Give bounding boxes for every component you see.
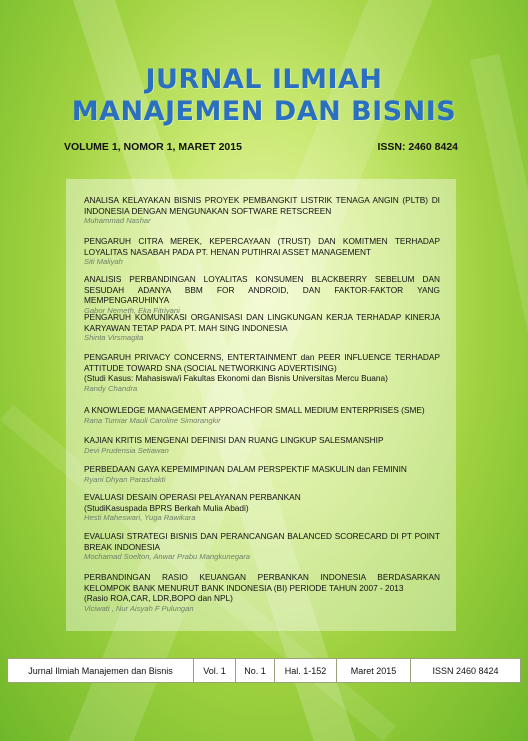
article-entry — [84, 195, 440, 226]
footer-info-bar — [7, 658, 521, 683]
article-title: ANALISIS PERBANDINGAN LOYALITAS KONSUMEN BLACKBERRY SEBELUM DAN SESUDAH ADANYA BBM FOR ANDROID, DAN FAKTOR-FAKTOR YANG MEMPENGARUHINYA — [84, 274, 440, 305]
article-author: Randy Chandra — [84, 383, 138, 393]
article-entry — [84, 464, 440, 484]
volume-info: VOLUME 1, NOMOR 1, MARET 2015 — [64, 141, 242, 153]
article-author: Muhammad Nashar — [84, 216, 151, 225]
article-title: EVALUASI STRATEGI BISNIS DAN PERANCANGAN BALANCED SCORECARD DI PT POINT BREAK INDONESIA — [84, 531, 440, 552]
article-entry — [84, 236, 440, 267]
article-note: (StudiKasuspada BPRS Berkah Mulia Abadi) — [84, 502, 249, 513]
footer-issn: ISSN 2460 8424 — [432, 665, 499, 676]
article-entry — [84, 274, 440, 315]
article-author: Mochamad Soelton, Anwar Prabu Mangkunegara — [84, 552, 251, 561]
article-note: (Studi Kasus: Mahasiswa/i Fakultas Ekonomi dan Bisnis Universitas Mercu Buana) — [84, 373, 388, 383]
footer-volume: Vol. 1 — [194, 659, 236, 682]
article-author: Siti Maliyah — [84, 257, 123, 266]
article-title: ANALISA KELAYAKAN BISNIS PROYEK PEMBANGKIT LISTRIK TENAGA ANGIN (PLTB) DI INDONESIA DENGAN MENGUNAKAN SOFTWARE RETSCREEN — [84, 195, 440, 216]
issn-info: ISSN: 2460 8424 — [377, 141, 458, 153]
article-entry — [84, 352, 440, 393]
article-title: A KNOWLEDGE MANAGEMENT APPROACHFOR SMALL MEDIUM ENTERPRISES (SME) — [84, 405, 425, 415]
article-title: EVALUASI DESAIN OPERASI PELAYANAN PERBANKAN — [84, 492, 301, 502]
article-title: PERBEDAAN GAYA KEPEMIMPINAN DALAM PERSPEKTIF MASKULIN dan FEMININ — [84, 464, 407, 474]
light-ray-decoration — [470, 54, 528, 741]
article-entry — [84, 405, 440, 425]
article-author: Rana Tumiar Mauli Caroline Simorangkir — [84, 415, 221, 425]
article-author: Hesti Maheswari, Yuga Rawikara — [84, 513, 196, 522]
article-title: PERBANDINGAN RASIO KEUANGAN PERBANKAN INDONESIA BERDASARKAN KELOMPOK BANK MENURUT BANK INDONESIA (BI) PERIODE TAHUN 2007 - 2013 — [84, 572, 440, 593]
article-entry — [84, 572, 440, 613]
article-title: PENGARUH KOMUNIKASI ORGANISASI DAN LINGKUNGAN KERJA TERHADAP KINERJA KARYAWAN TETAP PADA PT. MAH SING INDONESIA — [84, 312, 440, 333]
article-entry — [84, 492, 440, 523]
article-title: KAJIAN KRITIS MENGENAI DEFINISI DAN RUANG LINGKUP SALESMANSHIP — [84, 435, 384, 445]
article-entry — [84, 531, 440, 562]
article-title: PENGARUH PRIVACY CONCERNS, ENTERTAINMENT dan PEER INFLUENCE TERHADAP ATTITUDE TOWARD SNA (SOCIAL NETWORKING ADVERTISING) — [84, 352, 440, 373]
journal-title-line1: JURNAL ILMIAH — [145, 64, 383, 95]
article-note: (Rasio ROA,CAR, LDR,BOPO dan NPL) — [84, 593, 233, 603]
article-author: Devi Prudensia Setiawan — [84, 445, 169, 455]
article-author: Ryani Dhyan Parashakti — [84, 474, 166, 484]
footer-pages: Hal. 1-152 — [275, 659, 337, 682]
article-author: Gabor Nemeth, Eka Fitriyani — [84, 305, 180, 315]
footer-number: No. 1 — [236, 659, 275, 682]
footer-journal-name: Jurnal Ilmiah Manajemen dan Bisnis — [8, 659, 194, 682]
table-of-contents — [66, 179, 456, 631]
journal-title-line2: MANAJEMEN DAN BISNIS — [71, 96, 457, 127]
footer-date: Maret 2015 — [337, 659, 411, 682]
article-entry — [84, 435, 440, 455]
article-author: Viciwati , Nur Aisyah F Pulungan — [84, 603, 194, 613]
article-title: PENGARUH CITRA MEREK, KEPERCAYAAN (TRUST) DAN KOMITMEN TERHADAP LOYALITAS NASABAH PADA PT. HENAN PUTIHRAI ASSET MANAGEMENT — [84, 236, 440, 257]
article-entry — [84, 312, 440, 343]
article-author: Shinta Virsmagita — [84, 333, 144, 342]
